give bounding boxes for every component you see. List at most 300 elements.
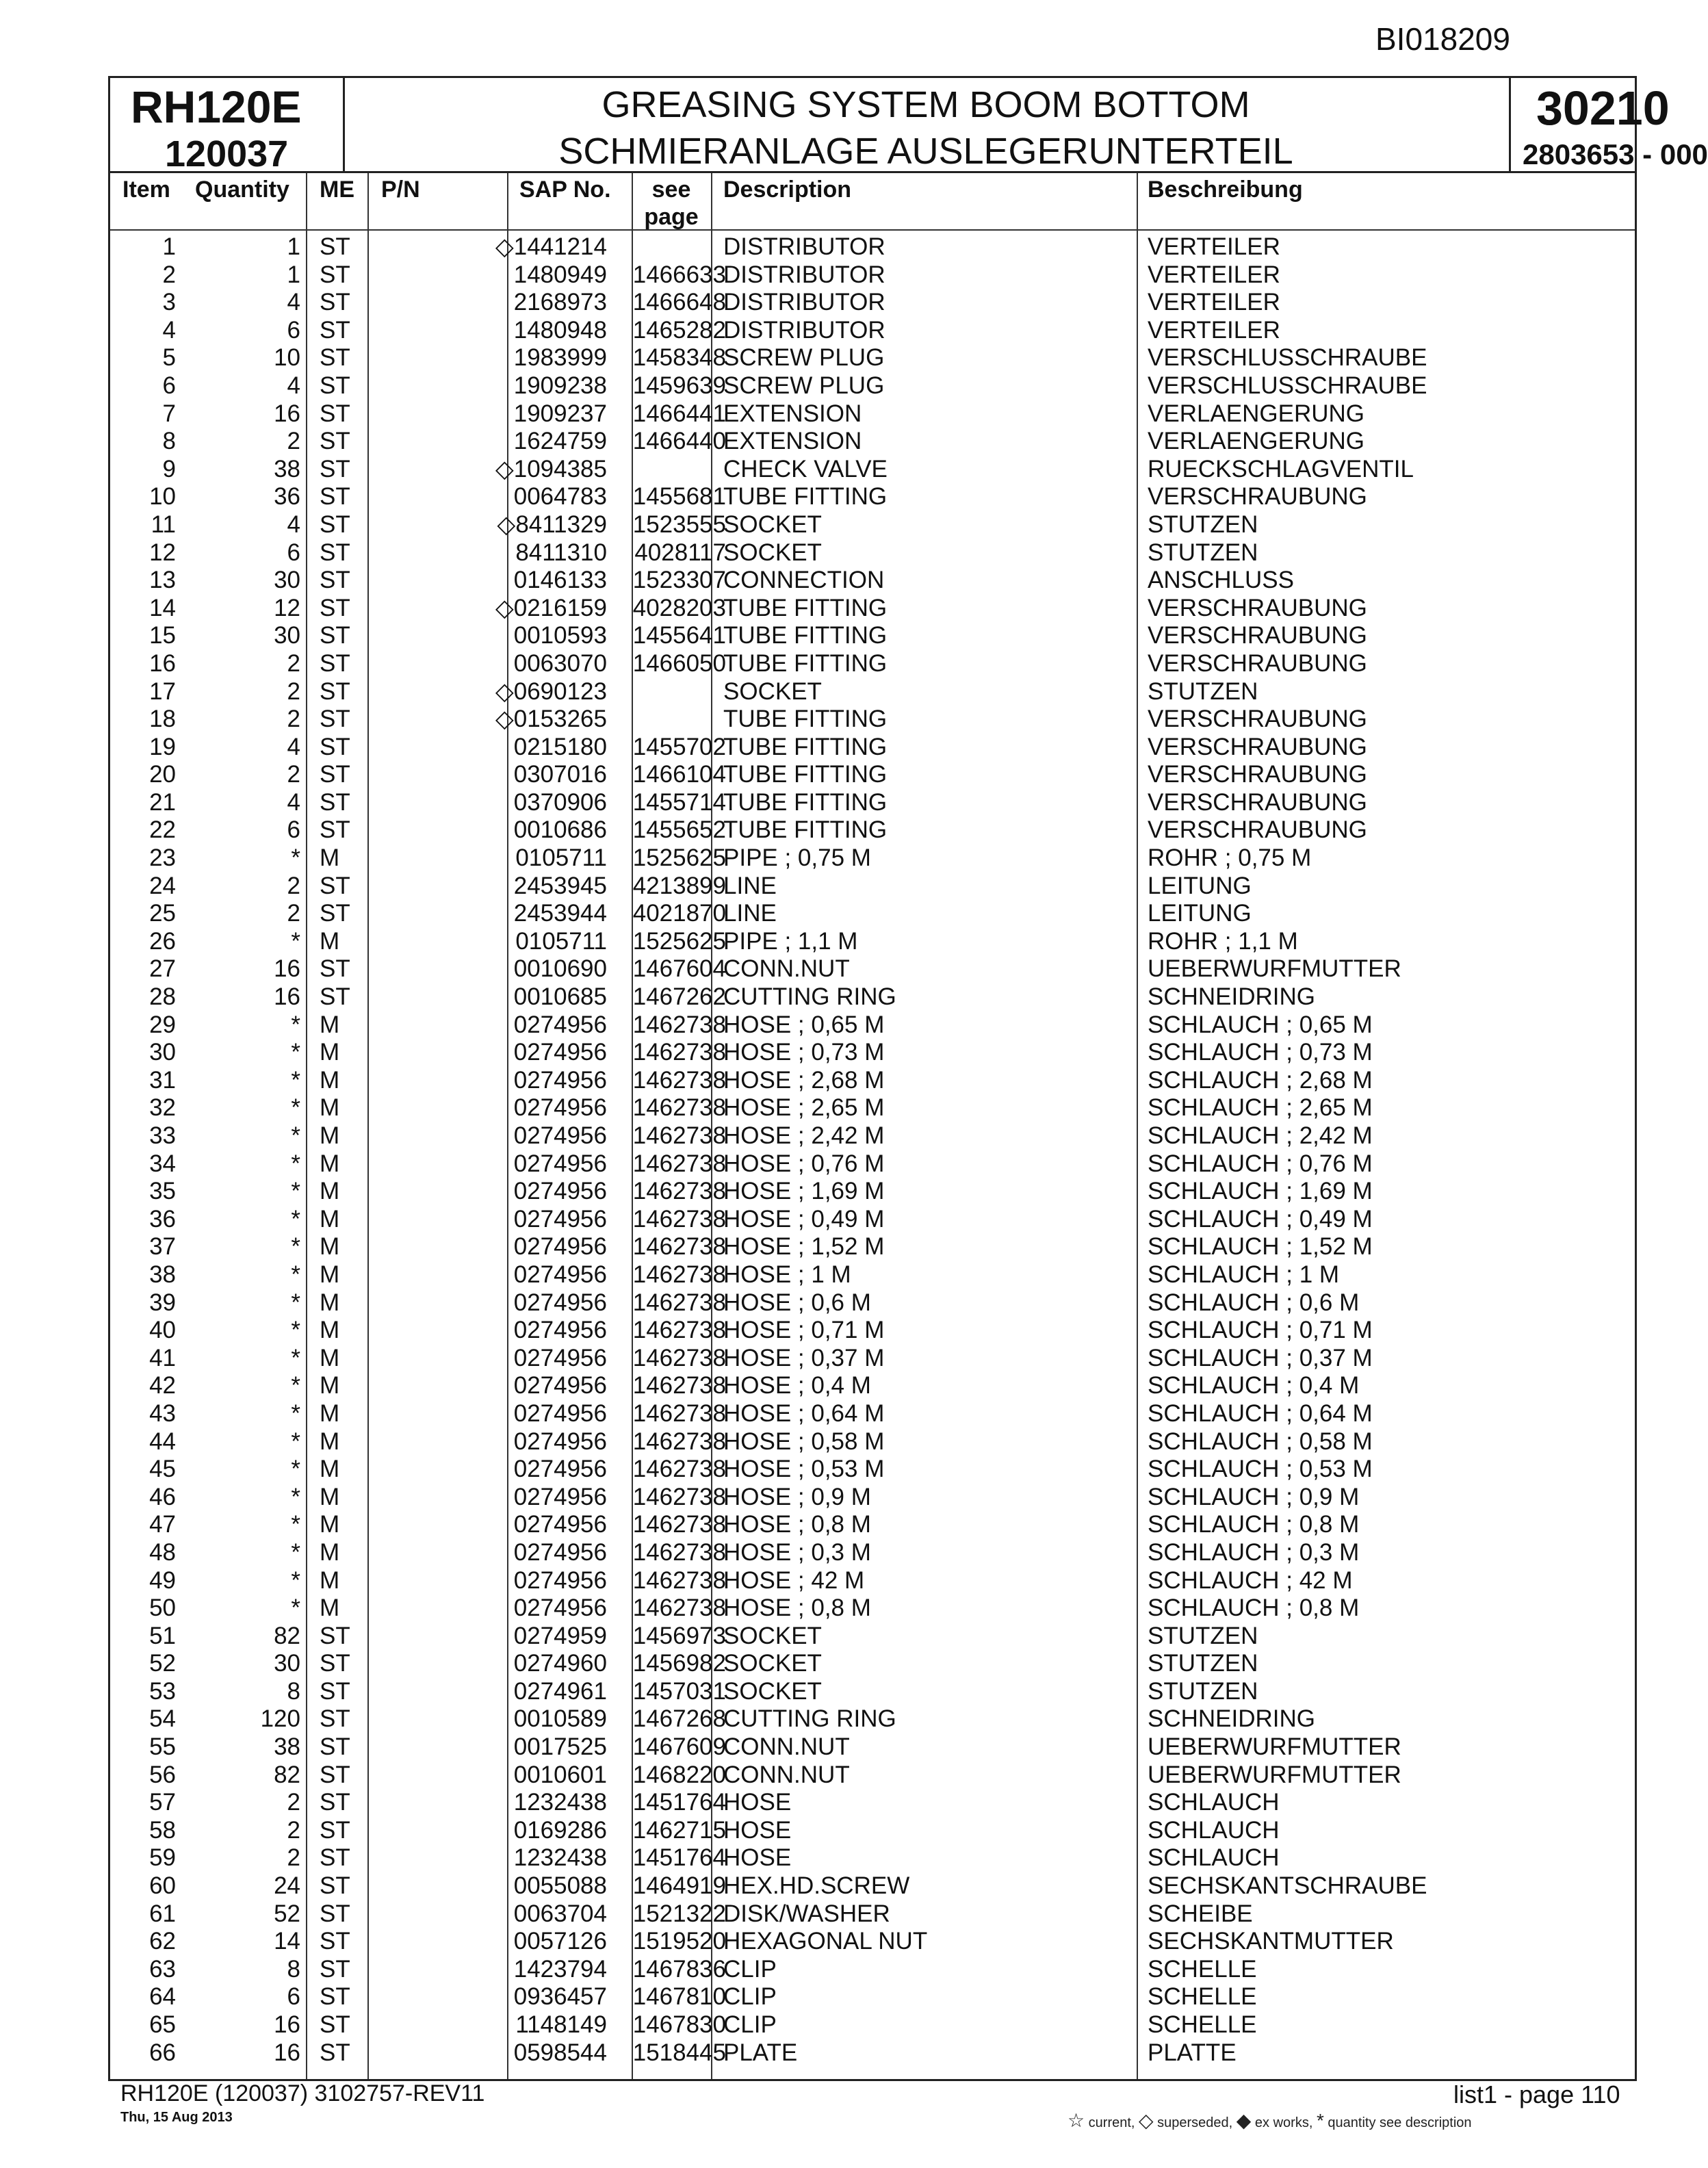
quantity: 6 <box>287 539 300 566</box>
beschreibung: SCHLAUCH ; 0,4 M <box>1148 1372 1360 1399</box>
unit: ST <box>320 1955 350 1983</box>
part-number: 0274956 <box>513 1205 607 1233</box>
table-row <box>110 816 1635 844</box>
item-number: 65 <box>149 2011 176 2038</box>
table-row <box>110 1623 1635 1651</box>
part-number: ◇1441214 <box>495 233 607 260</box>
item-number: 21 <box>149 788 176 816</box>
item-number: 57 <box>149 1789 176 1816</box>
col-pn-header: P/N <box>381 177 420 203</box>
item-number: 1 <box>162 233 176 260</box>
sap-number: 1466441 <box>632 400 726 427</box>
sap-number: 1462738 <box>632 1456 726 1483</box>
quantity: 16 <box>274 2039 300 2066</box>
description: HOSE <box>723 1844 792 1872</box>
item-number: 32 <box>149 1094 176 1122</box>
description: PIPE ; 1,1 M <box>723 927 858 955</box>
quantity: * <box>291 1205 300 1233</box>
item-number: 11 <box>151 511 176 538</box>
beschreibung: SCHLAUCH <box>1148 1844 1280 1872</box>
table-row <box>110 1872 1635 1900</box>
table-row <box>110 1039 1635 1067</box>
item-number: 14 <box>149 594 176 621</box>
table-row <box>110 622 1635 650</box>
col-quantity-header: Quantity <box>195 177 289 203</box>
description: SOCKET <box>723 1650 822 1677</box>
part-number: 0105711 <box>515 844 607 872</box>
beschreibung: SCHLAUCH ; 0,37 M <box>1148 1344 1373 1371</box>
quantity: 2 <box>287 1816 300 1844</box>
beschreibung: VERSCHLUSSCHRAUBE <box>1148 344 1427 372</box>
description: HOSE ; 1,69 M <box>723 1178 885 1205</box>
item-number: 39 <box>149 1289 176 1316</box>
unit: ST <box>320 594 350 621</box>
item-number: 51 <box>149 1622 176 1649</box>
part-number: 0274956 <box>513 1039 607 1066</box>
beschreibung: VERTEILER <box>1148 233 1280 260</box>
sap-number: 1451764 <box>632 1844 726 1872</box>
beschreibung: SCHLAUCH <box>1148 1816 1280 1844</box>
part-number: 1232438 <box>513 1789 607 1816</box>
beschreibung: SCHLAUCH ; 0,65 M <box>1148 1011 1373 1038</box>
table-row <box>110 456 1635 484</box>
quantity: 52 <box>274 1900 300 1927</box>
table-row <box>110 1317 1635 1345</box>
item-number: 9 <box>162 455 176 482</box>
item-number: 16 <box>149 649 176 677</box>
sap-number: 1519520 <box>632 1928 726 1955</box>
item-number: 37 <box>149 1233 176 1261</box>
table-row <box>110 1400 1635 1428</box>
beschreibung: LEITUNG <box>1148 900 1252 927</box>
quantity: 2 <box>287 761 300 788</box>
description: TUBE FITTING <box>723 622 888 649</box>
description: HOSE ; 42 M <box>723 1566 865 1594</box>
asterisk-icon: * <box>1316 2110 1324 2131</box>
item-number: 35 <box>149 1178 176 1205</box>
unit: ST <box>320 1983 350 2011</box>
quantity: 30 <box>274 1650 300 1677</box>
part-number: 0936457 <box>513 1983 607 2011</box>
beschreibung: SCHLAUCH ; 0,6 M <box>1148 1289 1360 1316</box>
table-body <box>110 233 1635 2067</box>
description: HOSE ; 2,65 M <box>723 1094 885 1122</box>
table-row <box>110 1511 1635 1539</box>
table-row <box>110 539 1635 567</box>
description: CONN.NUT <box>723 1733 850 1761</box>
description: HOSE <box>723 1789 792 1816</box>
beschreibung: SCHLAUCH ; 0,8 M <box>1148 1595 1360 1622</box>
description: LINE <box>723 900 777 927</box>
description: LINE <box>723 872 777 899</box>
table-row <box>110 955 1635 983</box>
sap-number: 4021870 <box>632 900 726 927</box>
parts-table <box>108 173 1637 2081</box>
description: HOSE ; 0,64 M <box>723 1399 885 1427</box>
unit: M <box>320 1566 340 1594</box>
unit: ST <box>320 316 350 344</box>
part-number: 0063704 <box>513 1900 607 1927</box>
table-row <box>110 734 1635 762</box>
table-row <box>110 1011 1635 1040</box>
description: HOSE ; 0,6 M <box>723 1289 871 1316</box>
quantity: 4 <box>287 372 300 399</box>
part-number: 1148149 <box>515 2011 607 2038</box>
quantity: * <box>291 1094 300 1122</box>
table-row <box>110 1595 1635 1623</box>
sap-number: 1466648 <box>632 289 726 316</box>
header-divider <box>110 229 1635 231</box>
unit: ST <box>320 1844 350 1872</box>
item-number: 33 <box>149 1122 176 1149</box>
beschreibung: VERLAENGERUNG <box>1148 428 1365 455</box>
description: CONNECTION <box>723 567 885 594</box>
sap-number: 4028203 <box>632 594 726 621</box>
description: CLIP <box>723 2011 777 2038</box>
beschreibung: SCHLAUCH ; 0,8 M <box>1148 1511 1360 1538</box>
part-number: 0274956 <box>513 1428 607 1455</box>
quantity: 10 <box>274 344 300 372</box>
unit: M <box>320 1456 340 1483</box>
description: DISK/WASHER <box>723 1900 890 1927</box>
quantity: 14 <box>274 1928 300 1955</box>
item-number: 23 <box>149 844 176 872</box>
sap-number: 1462738 <box>632 1538 726 1566</box>
unit: ST <box>320 1900 350 1927</box>
beschreibung: ANSCHLUSS <box>1148 567 1294 594</box>
description: HOSE ; 0,9 M <box>723 1483 871 1510</box>
quantity: 8 <box>287 1677 300 1705</box>
legend-ex-works: ex works, <box>1254 2115 1313 2130</box>
part-number: 1480948 <box>513 316 607 344</box>
beschreibung: VERSCHRAUBUNG <box>1148 622 1367 649</box>
quantity: * <box>291 1261 300 1288</box>
quantity: * <box>291 1011 300 1038</box>
item-number: 4 <box>162 316 176 344</box>
unit: M <box>320 1372 340 1399</box>
table-row <box>110 567 1635 595</box>
description: HOSE ; 2,68 M <box>723 1066 885 1094</box>
legend-superseded: superseded, <box>1157 2115 1233 2130</box>
item-number: 58 <box>149 1816 176 1844</box>
beschreibung: VERTEILER <box>1148 316 1280 344</box>
table-row <box>110 844 1635 873</box>
sap-number: 1458348 <box>632 344 726 372</box>
beschreibung: SCHLAUCH ; 1,52 M <box>1148 1233 1373 1261</box>
item-number: 56 <box>149 1761 176 1788</box>
quantity: 2 <box>287 678 300 705</box>
description: TUBE FITTING <box>723 733 888 760</box>
unit: ST <box>320 872 350 899</box>
sap-number: 1467830 <box>632 2011 726 2038</box>
item-number: 26 <box>149 927 176 955</box>
table-row <box>110 261 1635 289</box>
quantity: * <box>291 1066 300 1094</box>
sap-number: 1456982 <box>632 1650 726 1677</box>
description: HOSE ; 0,4 M <box>723 1372 871 1399</box>
unit: M <box>320 1399 340 1427</box>
item-number: 41 <box>149 1344 176 1371</box>
beschreibung: VERSCHRAUBUNG <box>1148 733 1367 760</box>
part-number: ◇0153265 <box>495 706 607 733</box>
item-number: 29 <box>149 1011 176 1038</box>
unit: M <box>320 1344 340 1371</box>
table-row <box>110 1733 1635 1762</box>
quantity: * <box>291 1483 300 1510</box>
table-row <box>110 928 1635 956</box>
quantity: 82 <box>274 1622 300 1649</box>
description: HOSE ; 0,58 M <box>723 1428 885 1455</box>
quantity: 38 <box>274 455 300 482</box>
quantity: * <box>291 1538 300 1566</box>
unit: ST <box>320 233 350 260</box>
item-number: 3 <box>162 289 176 316</box>
sap-number: 1462738 <box>632 1289 726 1316</box>
table-row <box>110 678 1635 706</box>
beschreibung: SCHLAUCH ; 1 M <box>1148 1261 1340 1288</box>
model-name: RH120E <box>131 81 302 132</box>
beschreibung: VERSCHRAUBUNG <box>1148 761 1367 788</box>
item-number: 49 <box>149 1566 176 1594</box>
item-number: 7 <box>162 400 176 427</box>
table-row <box>110 1705 1635 1733</box>
legend <box>1068 2109 1472 2132</box>
beschreibung: VERSCHRAUBUNG <box>1148 788 1367 816</box>
part-number: 0010589 <box>513 1705 607 1733</box>
table-row <box>110 650 1635 678</box>
table-row <box>110 1372 1635 1400</box>
sap-number: 1462738 <box>632 1399 726 1427</box>
beschreibung: VERSCHRAUBUNG <box>1148 649 1367 677</box>
unit: ST <box>320 289 350 316</box>
item-number: 24 <box>149 872 176 899</box>
quantity: * <box>291 1595 300 1622</box>
description: HEXAGONAL NUT <box>723 1928 928 1955</box>
unit: M <box>320 1205 340 1233</box>
item-number: 45 <box>149 1456 176 1483</box>
quantity: * <box>291 1178 300 1205</box>
description: SOCKET <box>723 678 822 705</box>
description: PIPE ; 0,75 M <box>723 844 871 872</box>
description: DISTRIBUTOR <box>723 233 885 260</box>
item-number: 6 <box>162 372 176 399</box>
description: HOSE ; 0,65 M <box>723 1011 885 1038</box>
part-number: 0215180 <box>513 733 607 760</box>
quantity: 1 <box>287 233 300 260</box>
item-number: 55 <box>149 1733 176 1761</box>
beschreibung: UEBERWURFMUTTER <box>1148 1733 1401 1761</box>
beschreibung: SCHELLE <box>1148 1983 1257 2011</box>
unit: ST <box>320 539 350 566</box>
col-description-header: Description <box>723 177 852 203</box>
sap-number: 1467604 <box>632 955 726 983</box>
table-row <box>110 1094 1635 1122</box>
table-row <box>110 317 1635 345</box>
table-row <box>110 1456 1635 1484</box>
sap-number: 1466104 <box>632 761 726 788</box>
table-row <box>110 1650 1635 1678</box>
part-number: 0169286 <box>513 1816 607 1844</box>
unit: ST <box>320 649 350 677</box>
beschreibung: PLATTE <box>1148 2039 1237 2066</box>
beschreibung: VERSCHRAUBUNG <box>1148 706 1367 733</box>
sap-number: 1462715 <box>632 1816 726 1844</box>
part-number: 0055088 <box>513 1872 607 1900</box>
sap-number: 1523555 <box>632 511 726 538</box>
part-number: 1423794 <box>513 1955 607 1983</box>
table-row <box>110 1233 1635 1261</box>
table-row <box>110 1567 1635 1595</box>
part-number: 0064783 <box>513 483 607 511</box>
unit: ST <box>320 1677 350 1705</box>
sap-number: 1462738 <box>632 1595 726 1622</box>
table-row <box>110 289 1635 317</box>
part-number: 0010601 <box>513 1761 607 1788</box>
beschreibung: SCHLAUCH ; 2,68 M <box>1148 1066 1373 1094</box>
unit: ST <box>320 567 350 594</box>
quantity: * <box>291 1372 300 1399</box>
unit: ST <box>320 706 350 733</box>
table-row <box>110 2011 1635 2039</box>
beschreibung: VERTEILER <box>1148 261 1280 288</box>
sap-number: 1525625 <box>632 927 726 955</box>
serial-number: 120037 <box>165 133 289 175</box>
unit: ST <box>320 1622 350 1649</box>
item-number: 2 <box>162 261 176 288</box>
part-number: 0274956 <box>513 1094 607 1122</box>
quantity: 2 <box>287 872 300 899</box>
sap-number: 4028117 <box>634 539 726 566</box>
description: CHECK VALVE <box>723 455 888 482</box>
item-number: 50 <box>149 1595 176 1622</box>
quantity: * <box>291 1039 300 1066</box>
description: HEX.HD.SCREW <box>723 1872 910 1900</box>
unit: M <box>320 1150 340 1177</box>
table-row <box>110 1900 1635 1928</box>
part-number: 0274956 <box>513 1122 607 1149</box>
item-number: 18 <box>149 706 176 733</box>
col-see-page-header: see page <box>644 177 699 230</box>
table-row <box>110 400 1635 428</box>
part-number: 0274956 <box>513 1566 607 1594</box>
table-row <box>110 1789 1635 1817</box>
part-number: 0274956 <box>513 1233 607 1261</box>
quantity: 6 <box>287 316 300 344</box>
sap-number: 1455681 <box>632 483 726 511</box>
sap-number: 1466440 <box>632 428 726 455</box>
unit: ST <box>320 400 350 427</box>
sap-number: 1455714 <box>632 788 726 816</box>
part-number: 1232438 <box>513 1844 607 1872</box>
description: HOSE ; 0,76 M <box>723 1150 885 1177</box>
beschreibung: STUTZEN <box>1148 1677 1258 1705</box>
beschreibung: SCHELLE <box>1148 1955 1257 1983</box>
description: SOCKET <box>723 511 822 538</box>
table-row <box>110 983 1635 1011</box>
sap-number: 1462738 <box>632 1566 726 1594</box>
sap-number: 1462738 <box>632 1066 726 1094</box>
title-german: SCHMIERANLAGE AUSLEGERUNTERTEIL <box>558 131 1293 172</box>
item-number: 40 <box>149 1317 176 1344</box>
sap-number: 1468220 <box>632 1761 726 1788</box>
unit: M <box>320 1233 340 1261</box>
unit: M <box>320 1483 340 1510</box>
part-number: 0307016 <box>513 761 607 788</box>
quantity: 2 <box>287 1789 300 1816</box>
description: HOSE ; 0,8 M <box>723 1595 871 1622</box>
beschreibung: SECHSKANTMUTTER <box>1148 1928 1394 1955</box>
unit: ST <box>320 372 350 399</box>
description: SCREW PLUG <box>723 344 885 372</box>
description: TUBE FITTING <box>723 788 888 816</box>
quantity: 2 <box>287 706 300 733</box>
part-number: 2453944 <box>513 900 607 927</box>
description: SOCKET <box>723 539 822 566</box>
sap-number: 1467836 <box>632 1955 726 1983</box>
beschreibung: SCHLAUCH ; 0,53 M <box>1148 1456 1373 1483</box>
unit: M <box>320 1428 340 1455</box>
unit: ST <box>320 1872 350 1900</box>
item-number: 59 <box>149 1844 176 1872</box>
description: EXTENSION <box>723 400 862 427</box>
part-number: 0146133 <box>513 567 607 594</box>
quantity: * <box>291 1511 300 1538</box>
item-number: 17 <box>149 678 176 705</box>
col-sap-header: SAP No. <box>519 177 611 203</box>
description: PLATE <box>723 2039 798 2066</box>
item-number: 44 <box>149 1428 176 1455</box>
sap-number: 1455702 <box>632 733 726 760</box>
part-number: 0274956 <box>513 1011 607 1038</box>
beschreibung: LEITUNG <box>1148 872 1252 899</box>
quantity: 30 <box>274 567 300 594</box>
unit: M <box>320 1317 340 1344</box>
item-number: 38 <box>149 1261 176 1288</box>
quantity: 12 <box>274 594 300 621</box>
item-number: 22 <box>149 816 176 844</box>
sap-number: 1462738 <box>632 1178 726 1205</box>
description: EXTENSION <box>723 428 862 455</box>
description: SOCKET <box>723 1622 822 1649</box>
quantity: 82 <box>274 1761 300 1788</box>
table-row <box>110 1289 1635 1317</box>
sap-number: 1467810 <box>632 1983 726 2011</box>
table-row <box>110 873 1635 901</box>
sap-number: 1466633 <box>632 261 726 288</box>
unit: M <box>320 1066 340 1094</box>
quantity: * <box>291 1122 300 1149</box>
item-number: 46 <box>149 1483 176 1510</box>
unit: ST <box>320 788 350 816</box>
title-english: GREASING SYSTEM BOOM BOTTOM <box>601 84 1250 125</box>
table-row <box>110 761 1635 789</box>
sap-number: 1521322 <box>632 1900 726 1927</box>
description: HOSE ; 0,53 M <box>723 1456 885 1483</box>
unit: ST <box>320 511 350 538</box>
unit: ST <box>320 983 350 1011</box>
beschreibung: STUTZEN <box>1148 1622 1258 1649</box>
quantity: 4 <box>287 289 300 316</box>
beschreibung: VERSCHRAUBUNG <box>1148 816 1367 844</box>
star-outline-icon: ☆ <box>1068 2110 1085 2131</box>
beschreibung: VERLAENGERUNG <box>1148 400 1365 427</box>
item-number: 28 <box>149 983 176 1011</box>
description: HOSE ; 2,42 M <box>723 1122 885 1149</box>
unit: M <box>320 1261 340 1288</box>
sap-number: 1462738 <box>632 1150 726 1177</box>
unit: ST <box>320 428 350 455</box>
item-number: 47 <box>149 1511 176 1538</box>
